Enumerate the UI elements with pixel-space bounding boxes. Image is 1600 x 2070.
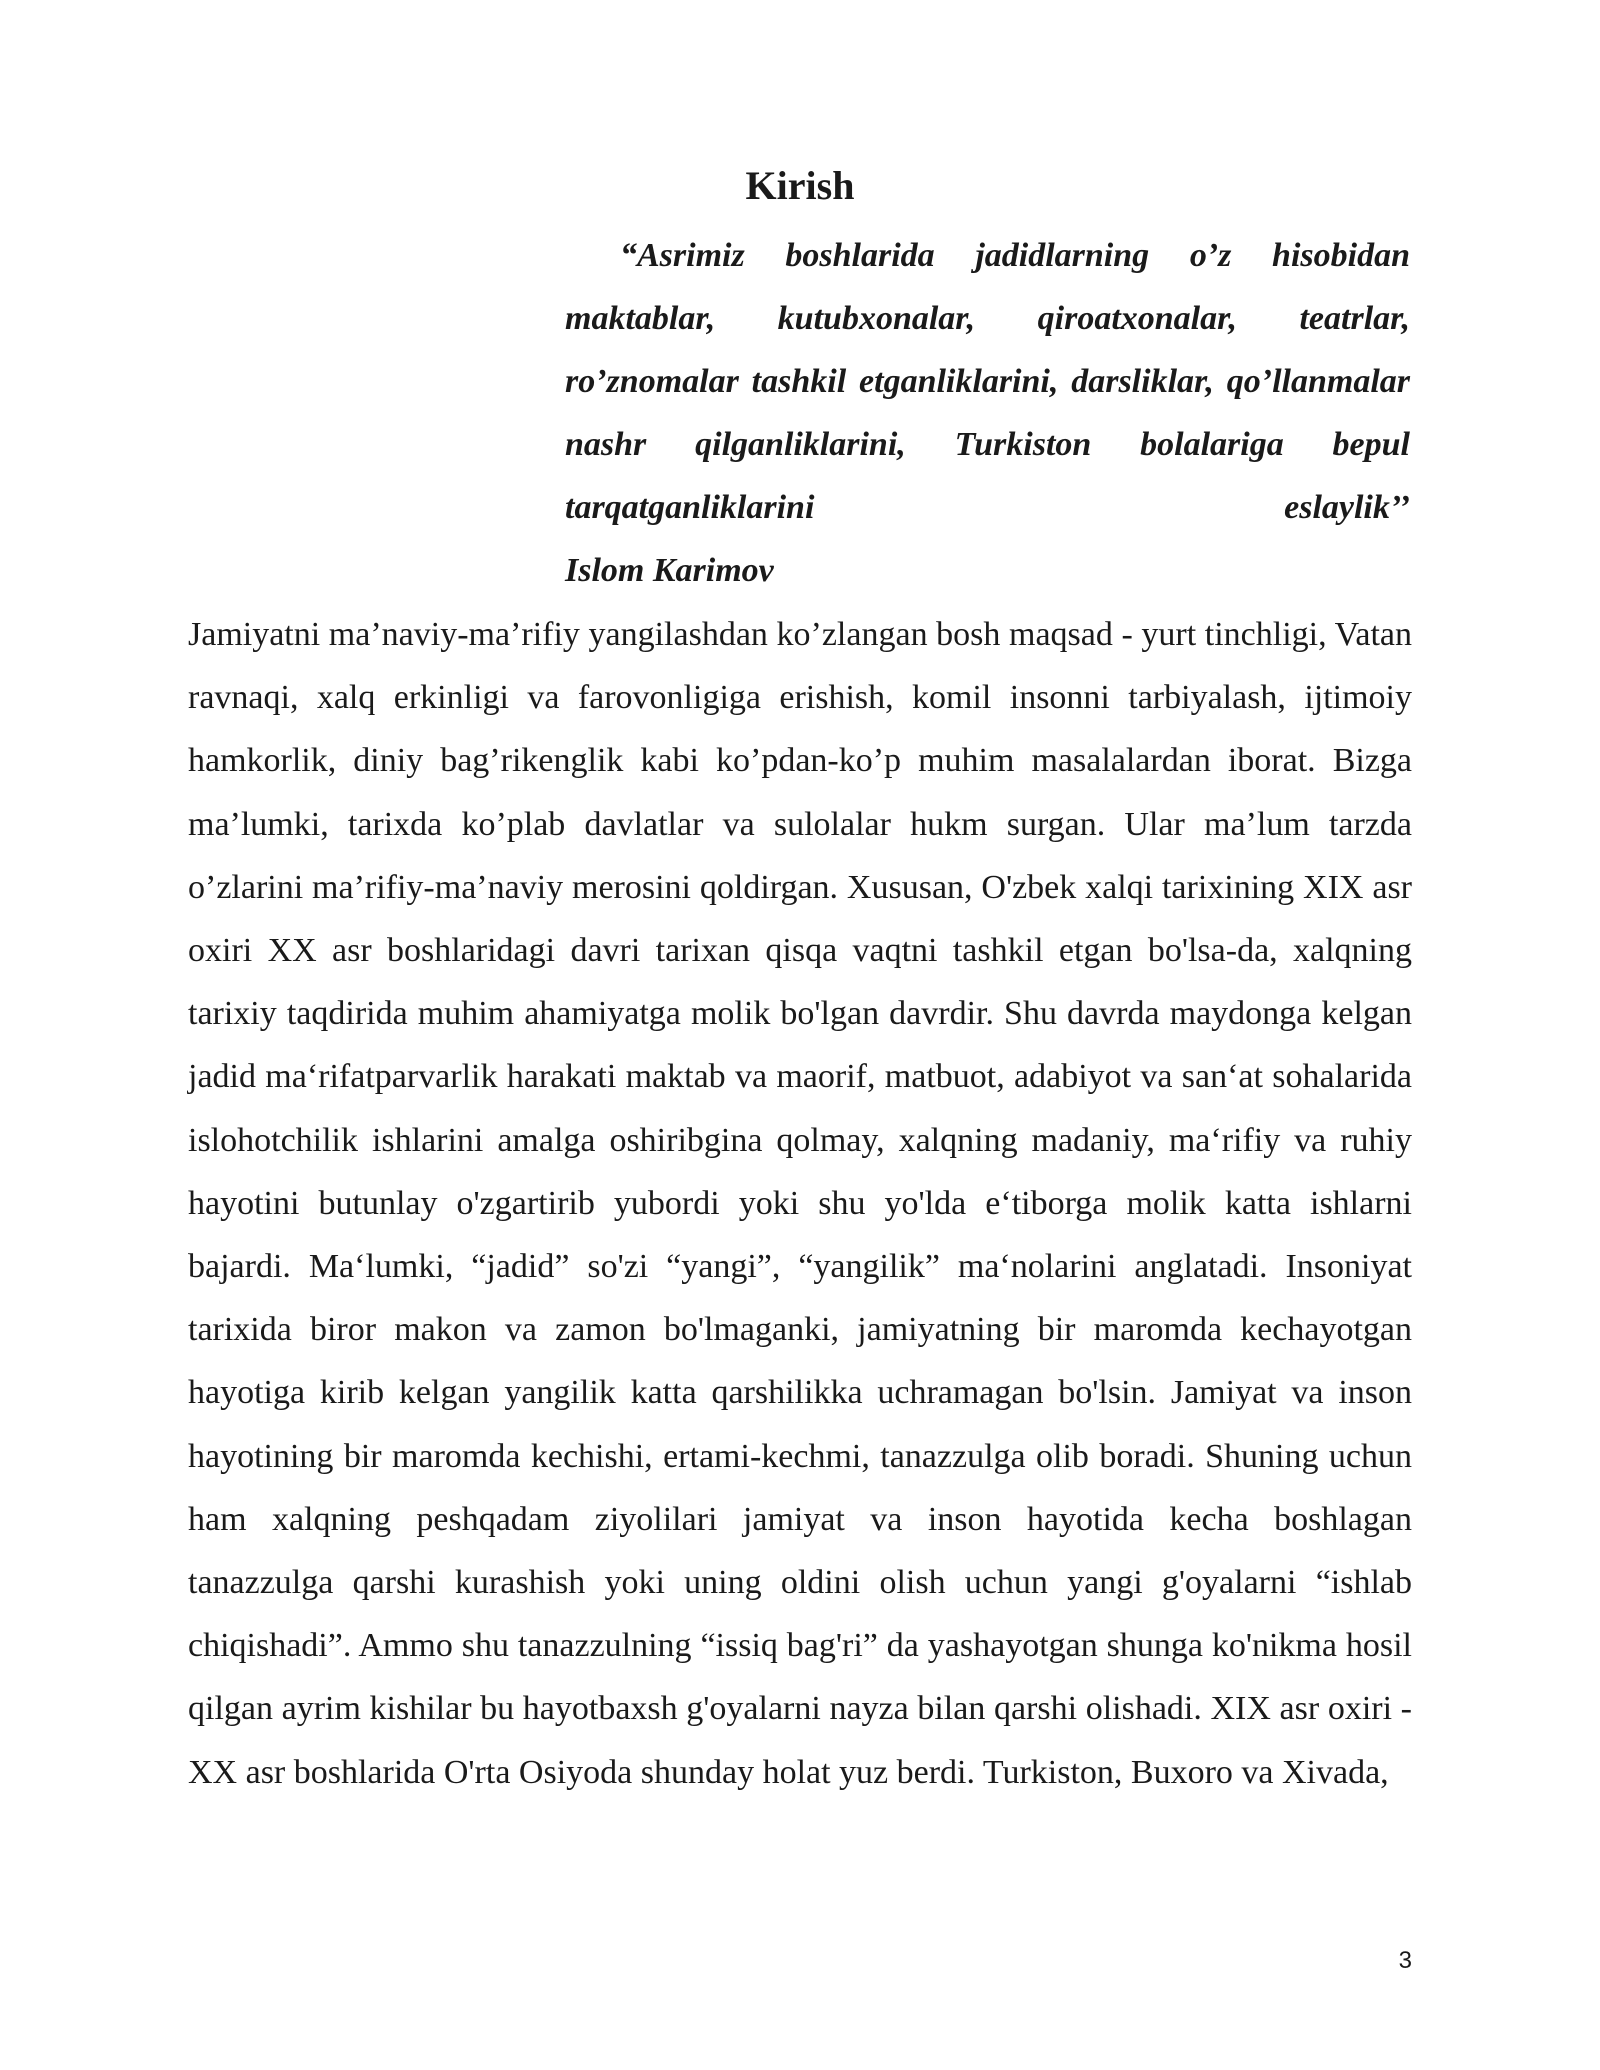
epigraph-author: Islom Karimov	[565, 552, 774, 589]
page-number: 3	[1398, 1947, 1412, 1974]
epigraph-quote: “Asrimiz boshlarida jadidlarning o’z hisobidan maktablar, kutubxonalar, qiroatxonalar, teatrlar, ro’znomalar tashkil etganliklarini, darsliklar, qo’llanmalar nashr qilganliklarini, Turkiston bolalariga bepul tarqatganliklarini eslaylik’’	[565, 237, 1410, 526]
body-paragraph: Jamiyatni ma’naviy-ma’rifiy yangilashdan ko’zlangan bosh maqsad - yurt tinchligi, Vatan ravnaqi, xalq erkinligi va farovonligiga erishish, komil insonni tarbiyalash, ijtimoiy hamkorlik, diniy bag’rikenglik kabi ko’pdan-ko’p muhim masalalardan iborat. Bizga ma’lumki, tarixda ko’plab davlatlar va sulolalar hukm surgan. Ular ma’lum tarzda o’zlarini ma’rifiy-ma’naviy merosini qoldirgan. Xususan, O'zbek xalqi tarixining XIX asr oxiri XX asr boshlaridagi davri tarixan qisqa vaqtni tashkil etgan bo'lsa-da, xalqning tarixiy taqdirida muhim ahamiyatga molik bo'lgan davrdir. Shu davrda maydonga kelgan jadid ma‘rifatparvarlik harakati maktab va maorif, matbuot, adabiyot va san‘at sohalarida islohotchilik ishlarini amalga oshiribgina qolmay, xalqning madaniy, ma‘rifiy va ruhiy hayotini butunlay o'zgartirib yubordi yoki shu yo'lda e‘tiborga molik katta ishlarni bajardi. Ma‘lumki, “jadid” so'zi “yangi”, “yangilik” ma‘nolarini anglatadi. Insoniyat tarixida biror makon va zamon bo'lmaganki, jamiyatning bir maromda kechayotgan hayotiga kirib kelgan yangilik katta qarshilikka uchramagan bo'lsin. Jamiyat va inson hayotining bir maromda kechishi, ertami-kechmi, tanazzulga olib boradi. Shuning uchun ham xalqning peshqadam ziyolilari jamiyat va inson hayotida kecha boshlagan tanazzulga qarshi kurashish yoki uning oldini olish uchun yangi g'oyalarni “ishlab chiqishadi”. Ammo shu tanazzulning “issiq bag'ri” da yashayotgan shunga ko'nikma hosil qilgan ayrim kishilar bu hayotbaxsh g'oyalarni nayza bilan qarshi olishadi. XIX asr oxiri - XX asr boshlarida O'rta Osiyoda shunday holat yuz berdi. Turkiston, Buxoro va Xivada,	[188, 616, 1412, 1791]
page-title: Kirish	[745, 163, 855, 208]
epigraph	[565, 224, 1410, 602]
